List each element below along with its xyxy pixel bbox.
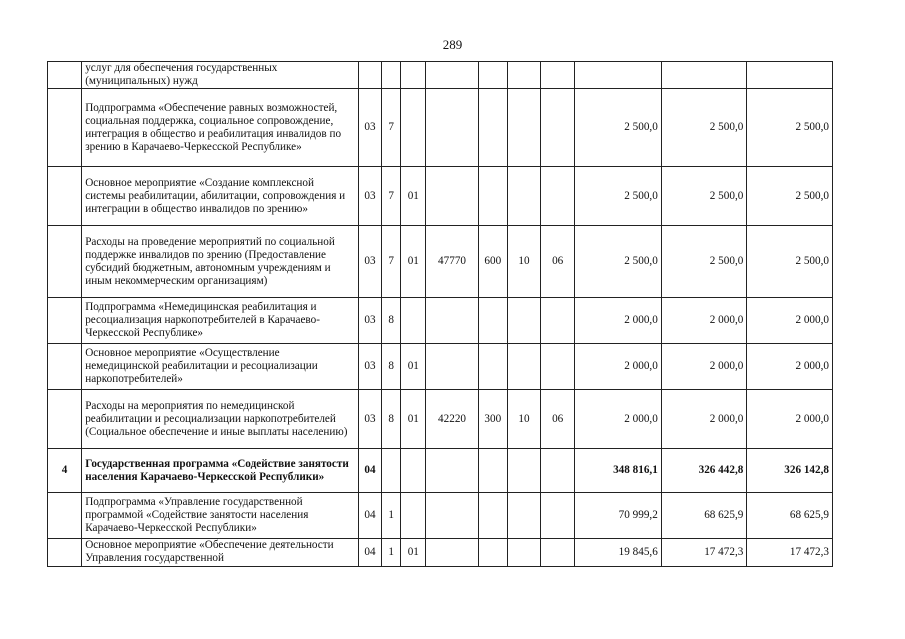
- table-row: [48, 298, 833, 344]
- code-section: 03: [358, 344, 381, 390]
- row-name: Подпрограмма «Обеспечение равных возможностей, социальная поддержка, социальное сопровождение, интеграция в общество и реабилитация инвалидов по зрению в Карачаево-Черкесской Республике»: [82, 89, 359, 167]
- code-division: [507, 539, 540, 567]
- code-subprogram: 1: [382, 493, 401, 539]
- code-subprogram: [382, 449, 401, 493]
- code-subdivision: [541, 493, 575, 539]
- code-expense-type: [478, 167, 507, 226]
- code-measure: 01: [401, 390, 426, 449]
- code-expense-type: [478, 298, 507, 344]
- code-subdivision: [541, 89, 575, 167]
- code-measure: [401, 89, 426, 167]
- row-number: [48, 167, 82, 226]
- code-division: [507, 89, 540, 167]
- code-subdivision: [541, 167, 575, 226]
- code-section: 03: [358, 298, 381, 344]
- table-row: [48, 493, 833, 539]
- code-measure: [401, 298, 426, 344]
- code-section: 03: [358, 226, 381, 298]
- code-section: 03: [358, 390, 381, 449]
- amount-year-2: 2 500,0: [661, 89, 747, 167]
- code-direction: [426, 344, 478, 390]
- row-number: 4: [48, 449, 82, 493]
- amount-year-1: 19 845,6: [575, 539, 662, 567]
- code-subdivision: [541, 62, 575, 89]
- table-row: [48, 226, 833, 298]
- code-division: [507, 344, 540, 390]
- table-row: [48, 539, 833, 567]
- code-subprogram: 7: [382, 167, 401, 226]
- code-subprogram: 8: [382, 390, 401, 449]
- code-measure: 01: [401, 226, 426, 298]
- row-name: Основное мероприятие «Обеспечение деятельности Управления государственной: [82, 539, 359, 567]
- code-subprogram: 8: [382, 344, 401, 390]
- row-name: Расходы на мероприятия по немедицинской реабилитации и ресоциализации наркопотребителей (Социальное обеспечение и иные выплаты населению): [82, 390, 359, 449]
- code-measure: [401, 449, 426, 493]
- code-expense-type: [478, 62, 507, 89]
- code-direction: [426, 167, 478, 226]
- amount-year-2: 2 000,0: [661, 298, 747, 344]
- amount-year-1: 2 000,0: [575, 344, 662, 390]
- row-name: Государственная программа «Содействие занятости населения Карачаево-Черкесской Республики»: [82, 449, 359, 493]
- amount-year-1: [575, 62, 662, 89]
- code-section: 03: [358, 89, 381, 167]
- row-number: [48, 539, 82, 567]
- amount-year-2: 2 500,0: [661, 226, 747, 298]
- code-expense-type: [478, 449, 507, 493]
- code-measure: 01: [401, 344, 426, 390]
- code-section: 04: [358, 449, 381, 493]
- amount-year-3: 2 500,0: [747, 226, 833, 298]
- code-subprogram: 1: [382, 539, 401, 567]
- code-subdivision: [541, 449, 575, 493]
- code-subprogram: 7: [382, 226, 401, 298]
- row-name: Расходы на проведение мероприятий по социальной поддержке инвалидов по зрению (Предоставление субсидий бюджетным, автономным учреждениям и иным некоммерческим организациям): [82, 226, 359, 298]
- code-measure: [401, 493, 426, 539]
- row-name: Подпрограмма «Управление государственной программой «Содействие занятости населения Карачаево-Черкесской Республики»: [82, 493, 359, 539]
- code-expense-type: 300: [478, 390, 507, 449]
- code-direction: 47770: [426, 226, 478, 298]
- page-number: 289: [442, 37, 463, 52]
- code-direction: [426, 298, 478, 344]
- code-subprogram: [382, 62, 401, 89]
- amount-year-3: 2 500,0: [747, 167, 833, 226]
- amount-year-1: 70 999,2: [575, 493, 662, 539]
- code-subdivision: 06: [541, 226, 575, 298]
- code-measure: 01: [401, 539, 426, 567]
- row-name: Основное мероприятие «Осуществление немедицинской реабилитации и ресоциализации наркопотребителей»: [82, 344, 359, 390]
- code-expense-type: [478, 89, 507, 167]
- code-direction: [426, 449, 478, 493]
- amount-year-1: 2 500,0: [575, 226, 662, 298]
- table-row: [48, 167, 833, 226]
- amount-year-3: 326 142,8: [747, 449, 833, 493]
- code-subdivision: [541, 298, 575, 344]
- code-measure: 01: [401, 167, 426, 226]
- code-subdivision: [541, 344, 575, 390]
- code-section: 03: [358, 167, 381, 226]
- code-section: [358, 62, 381, 89]
- code-direction: [426, 89, 478, 167]
- amount-year-2: 326 442,8: [661, 449, 747, 493]
- amount-year-2: [661, 62, 747, 89]
- amount-year-2: 17 472,3: [661, 539, 747, 567]
- code-subdivision: [541, 539, 575, 567]
- code-direction: [426, 62, 478, 89]
- amount-year-2: 2 000,0: [661, 344, 747, 390]
- amount-year-3: 2 500,0: [747, 89, 833, 167]
- row-number: [48, 298, 82, 344]
- code-expense-type: [478, 344, 507, 390]
- code-direction: [426, 493, 478, 539]
- row-name: услуг для обеспечения государственных (муниципальных) нужд: [82, 62, 359, 89]
- code-expense-type: 600: [478, 226, 507, 298]
- amount-year-3: 68 625,9: [747, 493, 833, 539]
- code-section: 04: [358, 539, 381, 567]
- amount-year-3: [747, 62, 833, 89]
- code-subprogram: 8: [382, 298, 401, 344]
- table-row: [48, 449, 833, 493]
- row-name: Подпрограмма «Немедицинская реабилитация и ресоциализация наркопотребителей в Карачаево-Черкесской Республике»: [82, 298, 359, 344]
- code-subdivision: 06: [541, 390, 575, 449]
- row-number: [48, 89, 82, 167]
- code-division: 10: [507, 226, 540, 298]
- amount-year-3: 2 000,0: [747, 298, 833, 344]
- table-row: [48, 89, 833, 167]
- row-name: Основное мероприятие «Создание комплексной системы реабилитации, абилитации, сопровождения и интеграции в общество инвалидов по зрению»: [82, 167, 359, 226]
- amount-year-2: 2 000,0: [661, 390, 747, 449]
- row-number: [48, 344, 82, 390]
- amount-year-2: 2 500,0: [661, 167, 747, 226]
- amount-year-1: 2 000,0: [575, 298, 662, 344]
- code-division: [507, 493, 540, 539]
- row-number: [48, 390, 82, 449]
- code-subprogram: 7: [382, 89, 401, 167]
- row-number: [48, 62, 82, 89]
- code-expense-type: [478, 493, 507, 539]
- row-number: [48, 226, 82, 298]
- amount-year-1: 2 500,0: [575, 89, 662, 167]
- table-row: [48, 344, 833, 390]
- code-measure: [401, 62, 426, 89]
- code-direction: 42220: [426, 390, 478, 449]
- code-division: [507, 449, 540, 493]
- code-section: 04: [358, 493, 381, 539]
- amount-year-1: 2 000,0: [575, 390, 662, 449]
- amount-year-3: 17 472,3: [747, 539, 833, 567]
- amount-year-1: 2 500,0: [575, 167, 662, 226]
- code-division: [507, 167, 540, 226]
- code-direction: [426, 539, 478, 567]
- amount-year-3: 2 000,0: [747, 390, 833, 449]
- budget-table: [47, 61, 833, 567]
- amount-year-1: 348 816,1: [575, 449, 662, 493]
- row-number: [48, 493, 82, 539]
- code-division: 10: [507, 390, 540, 449]
- table-row: [48, 390, 833, 449]
- code-division: [507, 298, 540, 344]
- amount-year-2: 68 625,9: [661, 493, 747, 539]
- table-row: [48, 62, 833, 89]
- code-division: [507, 62, 540, 89]
- code-expense-type: [478, 539, 507, 567]
- amount-year-3: 2 000,0: [747, 344, 833, 390]
